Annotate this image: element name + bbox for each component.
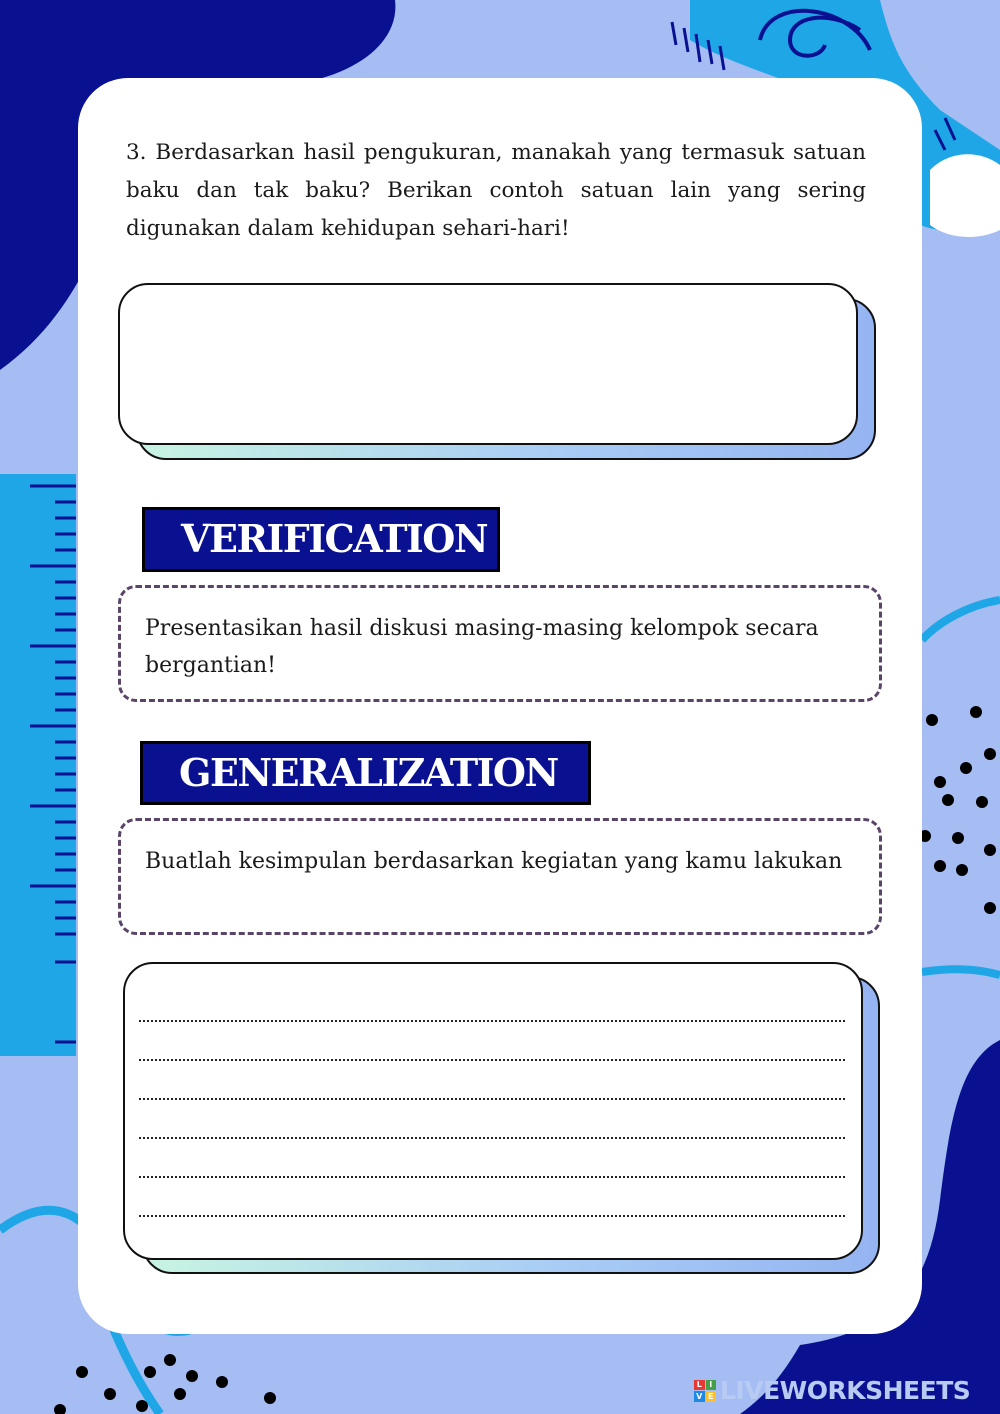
writing-line[interactable] xyxy=(139,1176,845,1178)
verification-instruction: Presentasikan hasil diskusi masing-masing kelompok secara bergantian! xyxy=(145,616,819,678)
writing-line[interactable] xyxy=(139,1020,845,1022)
answer-box-1[interactable] xyxy=(118,283,858,445)
writing-line[interactable] xyxy=(139,1137,845,1139)
liveworksheets-text: LIVEWORKSHEETS xyxy=(720,1376,971,1405)
logo-letter: V xyxy=(694,1391,705,1402)
logo-letter: I xyxy=(706,1380,717,1391)
liveworksheets-watermark xyxy=(694,1376,970,1405)
verification-heading: VERIFICATION xyxy=(142,507,500,572)
dots-right xyxy=(919,706,996,914)
generalization-heading: GENERALIZATION xyxy=(140,741,591,805)
answer-box-2[interactable] xyxy=(123,962,863,1260)
wavy-line-right xyxy=(922,600,1000,640)
question-text: 3. Berdasarkan hasil pengukuran, manakah yang termasuk satuan baku dan tak baku? Berikan contoh satuan lain yang sering digunakan dalam kehidupan sehari-hari! xyxy=(126,140,866,241)
generalization-instruction: Buatlah kesimpulan berdasarkan kegiatan yang kamu lakukan xyxy=(145,849,843,874)
writing-line[interactable] xyxy=(139,1098,845,1100)
dots-bottom-left xyxy=(54,1354,276,1414)
ruler-icon xyxy=(0,474,76,1056)
liveworksheets-logo-icon xyxy=(694,1380,716,1402)
logo-letter: L xyxy=(694,1380,705,1391)
verification-instruction-box xyxy=(118,585,882,702)
writing-line[interactable] xyxy=(139,1215,845,1217)
logo-letter: E xyxy=(706,1391,717,1402)
generalization-instruction-box xyxy=(118,818,882,935)
wavy-line-right-2 xyxy=(922,969,1000,975)
answer-input-1[interactable] xyxy=(142,303,834,425)
writing-line[interactable] xyxy=(139,1059,845,1061)
